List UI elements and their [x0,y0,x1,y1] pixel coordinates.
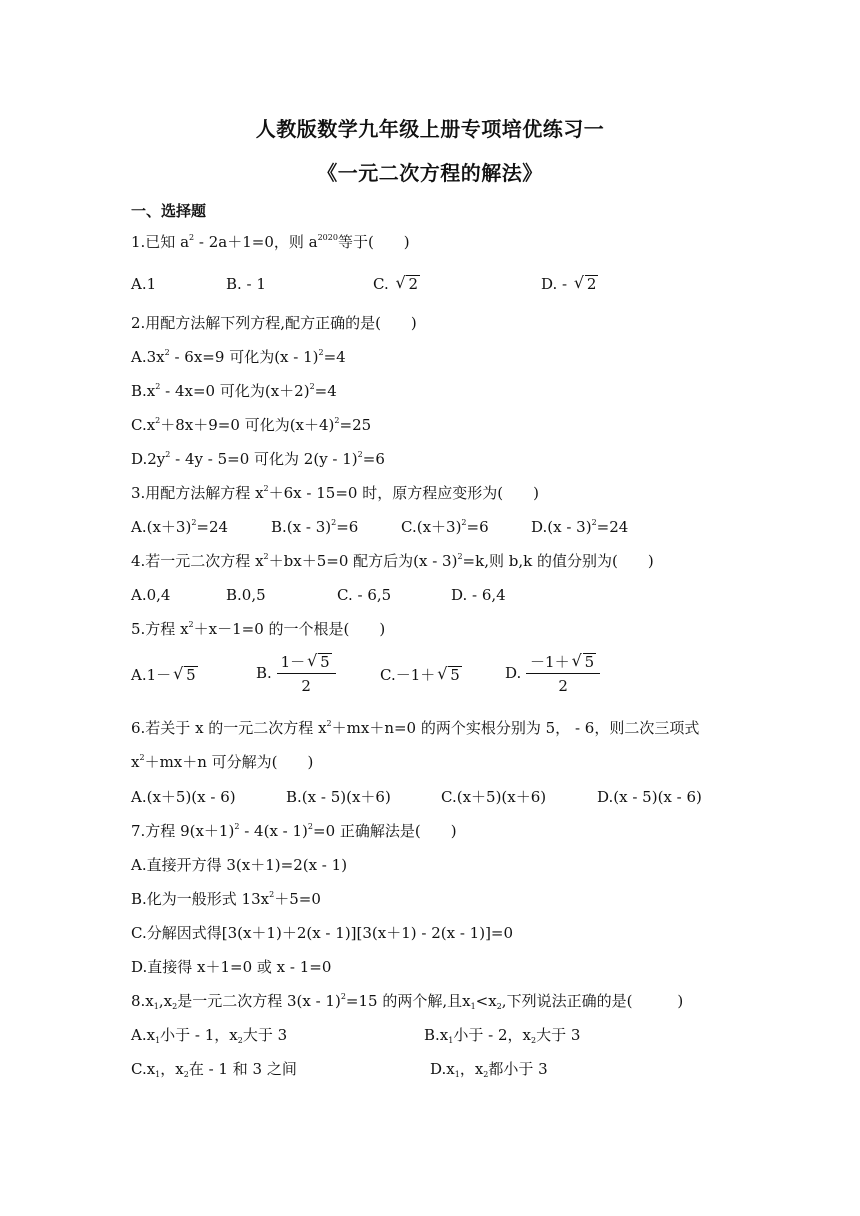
question-5-options [131,652,751,702]
option-a: A.(x＋5)(x - 6) [131,788,236,806]
option-c: $C.(x+3)^2=6$ [401,518,489,536]
question-7-option-d: D.直接得 x＋1=0 或 x - 1=0 [131,958,332,976]
question-7-option-b: B.化为一般形式 $13x^2+5=0$ [131,890,321,908]
option-b: B. $\frac{1-√ 5}{2}$ [256,652,336,696]
question-3-options [131,516,751,540]
option-b: $B.x_1$小于 - 2，$x_2$大于 3 [424,1026,581,1045]
option-c: C.－1＋√ 5 [380,664,462,686]
option-a: $A.(x+3)^2=24$ [131,518,229,536]
option-b: B.0,5 [226,586,266,604]
option-a: $A.x_1$小于 - 1，$x_2$大于 3 [131,1026,288,1045]
question-1-options [131,273,731,297]
option-d: D. $\frac{-1+√ 5}{2}$ [505,652,600,696]
option-c: $C.x_1$，$x_2$在 - 1 和 3 之间 [131,1060,297,1079]
question-1-stem: 1.已知 $a^2 - 2a+1=0$，则 $a^{2020}$等于( ) [131,233,410,251]
option-a: A.1 [131,275,157,293]
question-4-stem: 4.若一元二次方程 $x^2+bx+5=0$ 配方后为(x - 3)$^2$=k,则 b,k 的值分别为( ) [131,552,654,570]
document-title: 人教版数学九年级上册专项培优练习一 [255,117,605,141]
option-c: C.(x＋5)(x＋6) [441,788,547,806]
question-6-options [131,786,751,810]
option-d: D. - √ 2 [541,273,598,295]
option-a: A.0,4 [131,586,171,604]
question-2-option-b: $B.x^2 - 4x=0$ 可化为$(x+2)^2=4$ [131,382,337,400]
option-b: B.(x - 3)$^2$=6 [271,518,359,536]
question-2-option-a: $A.3x^2 - 6x=9$ 可化为(x - 1)$^2$=4 [131,348,346,366]
question-5-stem: 5.方程 $x^2+x-1=0$ 的一个根是( ) [131,620,386,638]
option-d: D. - 6,4 [451,586,506,604]
section-heading: 一、选择题 [131,202,207,220]
question-3-stem: 3.用配方法解方程 $x^2+6x - 15=0$ 时，原方程应变形为( ) [131,484,539,502]
option-c: C. √ 2 [373,273,420,295]
question-6-stem-continued: $x^2+mx+n$ 可分解为( ) [131,753,314,771]
option-c: C. - 6,5 [337,586,392,604]
option-d: $D.x_1$，$x_2$都小于 3 [430,1060,548,1079]
question-2-option-d: $D.2y^2 - 4y - 5=0$ 可化为 2(y - 1)$^2$=6 [131,450,385,468]
question-7-stem: 7.方程 $9(x+1)^2 - 4(x - 1)^2=0$ 正确解法是( ) [131,822,457,840]
question-4-options [131,584,731,608]
option-b: B. - 1 [226,275,266,293]
document-subtitle: 《一元二次方程的解法》 [317,161,543,185]
question-6-stem: 6.若关于 x 的一元二次方程 $x^2+mx+n=0$ 的两个实根分别为 5， - 6，则二次三项式 [131,719,700,737]
option-b: B.(x - 5)(x＋6) [286,788,391,806]
question-7-option-a: A.直接开方得 3(x＋1)=2(x - 1) [131,856,348,874]
option-d: D.(x - 5)(x - 6) [597,788,702,806]
question-7-option-c: C.分解因式得[3(x＋1)＋2(x - 1)][3(x＋1) - 2(x - 1)]=0 [131,924,514,942]
option-d: D.(x - 3)$^2$=24 [531,518,629,536]
question-8-options-row-1 [131,1024,751,1048]
question-8-stem: $8.x_1,x_2$是一元二次方程 3(x - 1)$^2$=15 的两个解,且$x_1<x_2$,下列说法正确的是( ) [131,992,684,1011]
question-2-stem: 2.用配方法解下列方程,配方正确的是( ) [131,314,417,332]
question-2-option-c: $C.x^2+8x+9=0$ 可化为$(x+4)^2=25$ [131,416,372,434]
option-a: A.1－√ 5 [131,664,198,686]
question-8-options-row-2 [131,1058,751,1082]
